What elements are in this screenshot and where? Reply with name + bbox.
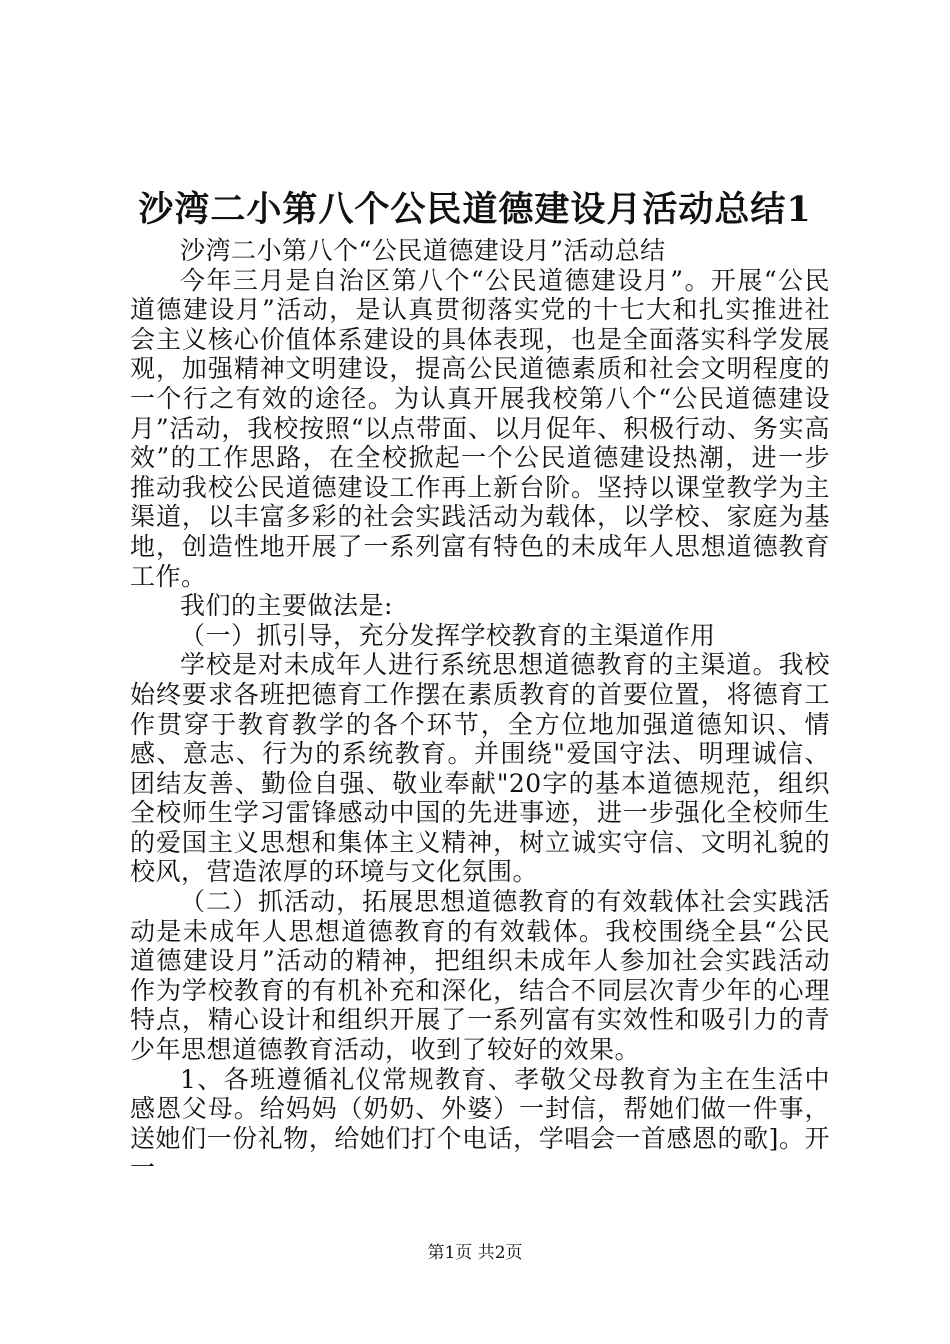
subtitle-paragraph: 沙湾二小第八个“公民道德建设月”活动总结	[180, 236, 666, 265]
section-one-heading: （一）抓引导，充分发挥学校教育的主渠道作用	[180, 620, 716, 650]
item-one-paragraph: 1、各班遵循礼仪常规教育、孝敬父母教育为主在生活中感恩父母。给妈妈（奶奶、外婆）一封信，帮她们做一件事，送她们一份礼物，给她们打个电话，学唱会一首感恩的歌]。开一	[130, 1064, 830, 1183]
intro-paragraph: 今年三月是自治区第八个“公民道德建设月”。开展“公民道德建设月”活动，是认真贯彻落实党的十七大和扎实推进社会主义核心价值体系建设的具体表现，也是全面落实科学发展观，加强精神文明建设，提高公民道德素质和社会文明程度的一个行之有效的途径。为认真开展我校第八个“公民道德建设月”活动，我校按照“以点带面、以月促年、积极行动、务实高效”的工作思路，在全校掀起一个公民道德建设热潮，进一步推动我校公民道德建设工作再上新台阶。坚持以课堂教学为主渠道，以丰富多彩的社会实践活动为载体，以学校、家庭为基地，创造性地开展了一系列富有特色的未成年人思想道德教育工作。	[130, 265, 830, 591]
methods-heading: 我们的主要做法是:	[180, 591, 393, 621]
page-footer: 第1页 共2页	[427, 1243, 523, 1263]
document-body	[130, 236, 830, 1183]
section-two-paragraph: （二）抓活动，拓展思想道德教育的有效载体社会实践活动是未成年人思想道德教育的有效载体。我校围绕全县“公民道德建设月”活动的精神，把组织未成年人参加社会实践活动作为学校教育的有机补充和深化，结合不同层次青少年的心理特点，精心设计和组织开展了一系列富有实效性和吸引力的青少年思想道德教育活动，收到了较好的效果。	[130, 887, 830, 1065]
section-one-paragraph: 学校是对未成年人进行系统思想道德教育的主渠道。我校始终要求各班把德育工作摆在素质教育的首要位置，将德育工作贯穿于教育教学的各个环节，全方位地加强道德知识、情感、意志、行为的系统教育。并围绕"爱国守法、明理诚信、团结友善、勤俭自强、敬业奉献"20字的基本道德规范，组织全校师生学习雷锋感动中国的先进事迹，进一步强化全校师生的爱国主义思想和集体主义精神，树立诚实守信、文明礼貌的校风，营造浓厚的环境与文化氛围。	[130, 650, 830, 887]
document-title: 沙湾二小第八个公民道德建设月活动总结1	[138, 189, 812, 230]
